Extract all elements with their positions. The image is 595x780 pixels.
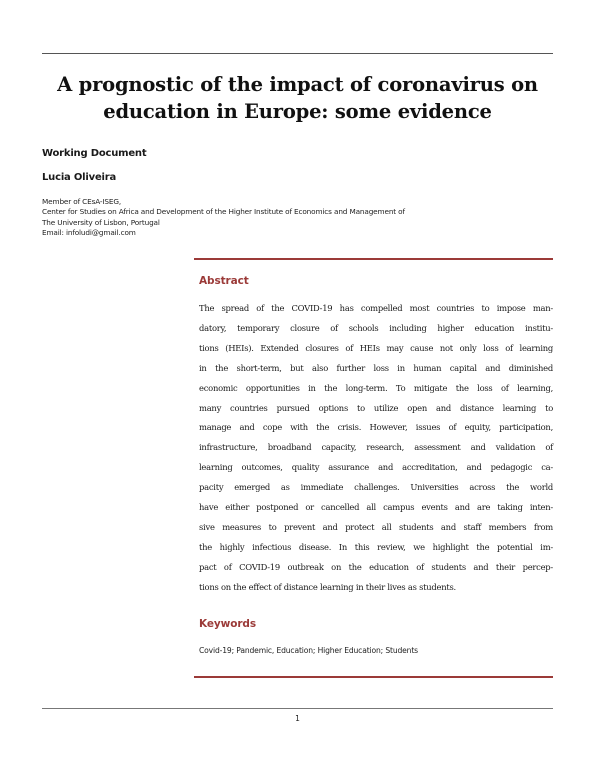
abstract-line: pacity emerged as immediate challenges. Universities across the world xyxy=(199,482,553,493)
abstract-line: The spread of the COVID-19 has compelled most countries to impose man- xyxy=(199,303,553,313)
title-line: education in Europe: some evidence xyxy=(103,100,492,123)
abstract-line: in the short-term, but also further loss in human capital and diminished xyxy=(199,362,553,373)
author-name: Lucia Oliveira xyxy=(42,172,117,183)
abstract-line: have either postponed or cancelled all campus events and are taking inten- xyxy=(199,502,553,513)
abstract-heading: Abstract xyxy=(199,275,249,287)
abstract-line: the highly infectious disease. In this review, we highlight the potential im- xyxy=(199,541,553,552)
affiliation-line: Member of CEsA-ISEG, xyxy=(42,197,122,206)
keywords-heading: Keywords xyxy=(199,618,256,630)
abstract-line: pact of COVID-19 outbreak on the education of students and their percep- xyxy=(199,561,553,572)
abstract-line: tions on the effect of distance learning in their lives as students. xyxy=(199,581,456,592)
abstract-line: learning outcomes, quality assurance and accreditation, and pedagogic ca- xyxy=(199,462,553,473)
author-affiliation xyxy=(42,197,462,239)
affiliation-line: Center for Studies on Africa and Development of the Higher Institute of Economics and Management of xyxy=(42,207,405,217)
abstract-body xyxy=(199,299,553,598)
abstract-line: infrastructure, broadband capacity, research, assessment and validation of xyxy=(199,442,553,453)
affiliation-line: The University of Lisbon, Portugal xyxy=(42,217,160,227)
keywords-bottom-rule xyxy=(194,676,553,678)
abstract-line: economic opportunities in the long-term. To mitigate the loss of learning, xyxy=(199,382,553,393)
abstract-line: sive measures to prevent and protect all students and staff members from xyxy=(199,521,553,532)
affiliation-email: Email: infoludi@gmail.com xyxy=(42,228,136,238)
abstract-line: manage and cope with the crisis. However, issues of equity, participation, xyxy=(199,422,553,433)
document-type: Working Document xyxy=(42,148,147,159)
paper-title xyxy=(42,71,553,125)
abstract-top-rule xyxy=(194,258,553,260)
title-line: A prognostic of the impact of coronavirus on xyxy=(57,73,538,96)
abstract-line: tions (HEIs). Extended closures of HEIs may cause not only loss of learning xyxy=(199,342,553,353)
header-rule xyxy=(42,53,553,54)
abstract-line: datory, temporary closure of schools including higher education institu- xyxy=(199,322,553,333)
keywords-list: Covid-19; Pandemic, Education; Higher Education; Students xyxy=(199,646,418,655)
footer-rule xyxy=(42,708,553,709)
page-number: 1 xyxy=(295,714,300,723)
abstract-line: many countries pursued options to utilize open and distance learning to xyxy=(199,402,553,413)
